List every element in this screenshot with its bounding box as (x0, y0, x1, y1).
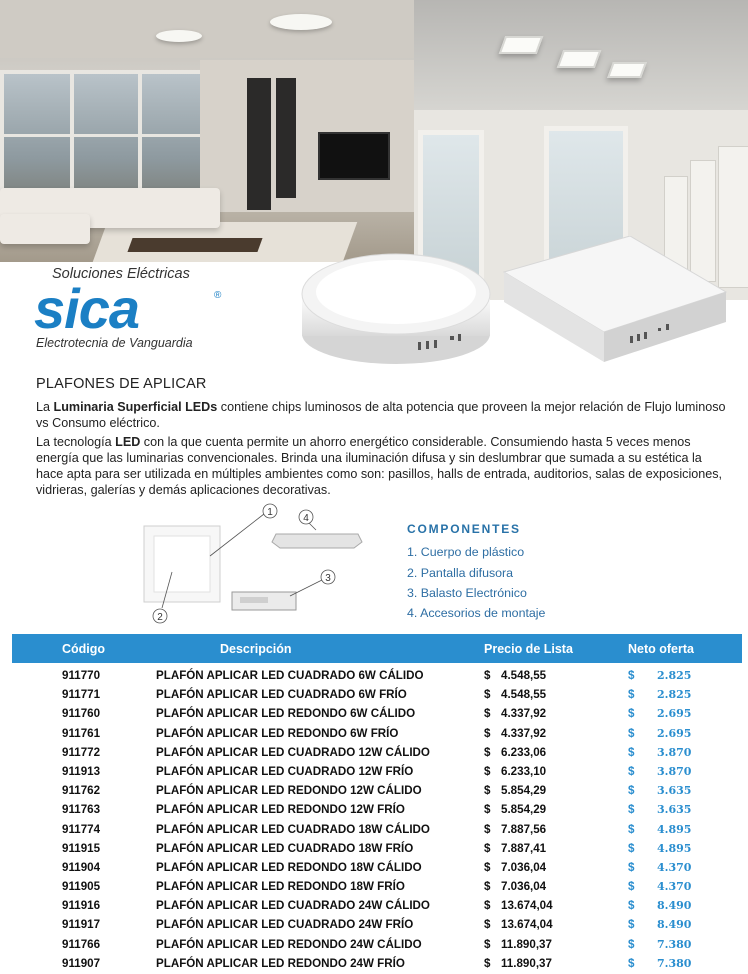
square-panel-product (500, 236, 730, 366)
net-offer-price: 8.490 (657, 918, 692, 932)
product-code: 911915 (62, 841, 101, 855)
product-code: 911907 (62, 956, 101, 970)
price-table-header (12, 634, 742, 663)
svg-text:1: 1 (267, 507, 273, 518)
product-description: PLAFÓN APLICAR LED CUADRADO 18W FRÍO (156, 841, 414, 855)
table-row (0, 840, 748, 859)
product-code: 911761 (62, 726, 101, 740)
net-offer-price: 2.695 (657, 726, 692, 740)
table-row (0, 725, 748, 744)
product-code: 911771 (62, 688, 101, 702)
net-offer-price: 2.825 (657, 688, 692, 702)
living-room-photo (0, 0, 414, 262)
price-table-body (0, 667, 748, 974)
list-price-currency: $ (484, 956, 491, 970)
list-price-currency: $ (484, 841, 491, 855)
list-price-currency: $ (484, 918, 491, 932)
list-price: 4.337,92 (501, 726, 547, 740)
wall-panel (247, 78, 271, 210)
product-code: 911762 (62, 784, 101, 798)
net-offer-price: 2.825 (657, 669, 692, 682)
table-row (0, 667, 748, 686)
list-price-currency: $ (484, 669, 491, 682)
list-price: 11.890,37 (501, 956, 552, 970)
table-row (0, 821, 748, 840)
product-code: 911913 (62, 764, 101, 778)
product-description: PLAFÓN APLICAR LED REDONDO 12W FRÍO (156, 803, 405, 817)
net-offer-currency: $ (628, 745, 635, 759)
header-list-price: Precio de Lista (484, 642, 573, 656)
svg-text:3: 3 (325, 573, 331, 584)
net-offer-price: 4.370 (657, 860, 692, 874)
list-price: 5.854,29 (501, 803, 547, 817)
list-price-currency: $ (484, 822, 491, 836)
table-row (0, 686, 748, 705)
product-description: PLAFÓN APLICAR LED REDONDO 6W FRÍO (156, 726, 399, 740)
list-price-currency: $ (484, 937, 491, 951)
round-panel-product (300, 248, 492, 368)
product-code: 911760 (62, 707, 101, 721)
product-description: PLAFÓN APLICAR LED REDONDO 12W CÁLIDO (156, 784, 422, 798)
net-offer-price: 4.895 (657, 822, 692, 836)
hero-photos (0, 0, 748, 370)
net-offer-price: 3.635 (657, 784, 692, 798)
list-price-currency: $ (484, 688, 491, 702)
list-price: 6.233,10 (501, 764, 547, 778)
net-offer-price: 3.635 (657, 803, 692, 817)
product-code: 911770 (62, 669, 101, 682)
net-offer-currency: $ (628, 726, 635, 740)
list-price: 7.887,56 (501, 822, 547, 836)
section-title: PLAFONES DE APLICAR (36, 376, 207, 392)
list-price-currency: $ (484, 899, 491, 913)
net-offer-currency: $ (628, 841, 635, 855)
header-description: Descripción (220, 642, 292, 656)
table-row (0, 955, 748, 974)
net-offer-price: 3.870 (657, 745, 692, 759)
round-ceiling-light (156, 30, 202, 42)
list-price-currency: $ (484, 726, 491, 740)
list-price: 7.887,41 (501, 841, 547, 855)
components-title: COMPONENTES (407, 522, 521, 536)
net-offer-price: 4.370 (657, 880, 692, 894)
net-offer-currency: $ (628, 860, 635, 874)
coffee-table (127, 238, 262, 252)
logo-wordmark: sica (34, 277, 139, 340)
list-price-currency: $ (484, 745, 491, 759)
net-offer-price: 2.695 (657, 707, 692, 721)
product-code: 911905 (62, 880, 101, 894)
table-row (0, 936, 748, 955)
table-row (0, 782, 748, 801)
list-price: 13.674,04 (501, 899, 553, 913)
net-offer-currency: $ (628, 688, 635, 702)
square-ceiling-light (607, 62, 647, 78)
net-offer-currency: $ (628, 937, 635, 951)
logo-tagline-bottom: Electrotecnia de Vanguardia (36, 336, 193, 350)
net-offer-currency: $ (628, 880, 635, 894)
table-row (0, 705, 748, 724)
product-description: PLAFÓN APLICAR LED CUADRADO 12W FRÍO (156, 764, 414, 778)
product-code: 911904 (62, 860, 101, 874)
net-offer-price: 3.870 (657, 764, 692, 778)
logo-tagline-top: Soluciones Eléctricas (52, 266, 190, 282)
product-description: PLAFÓN APLICAR LED CUADRADO 18W CÁLIDO (156, 822, 430, 836)
list-price: 7.036,04 (501, 880, 547, 894)
component-item: 2. Pantalla difusora (407, 566, 514, 580)
net-offer-currency: $ (628, 803, 635, 817)
list-price: 11.890,37 (501, 937, 552, 951)
round-ceiling-light (270, 14, 332, 30)
component-item: 3. Balasto Electrónico (407, 586, 527, 600)
net-offer-currency: $ (628, 918, 635, 932)
product-description: PLAFÓN APLICAR LED CUADRADO 12W CÁLIDO (156, 745, 430, 759)
table-row (0, 859, 748, 878)
callout-3 (321, 570, 335, 584)
product-description: PLAFÓN APLICAR LED CUADRADO 24W CÁLIDO (156, 899, 430, 913)
product-description: PLAFÓN APLICAR LED CUADRADO 6W FRÍO (156, 688, 407, 702)
square-ceiling-light (557, 50, 602, 68)
net-offer-currency: $ (628, 956, 635, 970)
product-description: PLAFÓN APLICAR LED CUADRADO 6W CÁLIDO (156, 669, 424, 682)
list-price-currency: $ (484, 880, 491, 894)
net-offer-currency: $ (628, 764, 635, 778)
list-price: 4.548,55 (501, 669, 547, 682)
product-code: 911763 (62, 803, 101, 817)
sofa (0, 214, 90, 244)
net-offer-price: 8.490 (657, 899, 692, 913)
component-item: 1. Cuerpo de plástico (407, 545, 525, 559)
list-price-currency: $ (484, 803, 491, 817)
table-row (0, 897, 748, 916)
list-price: 7.036,04 (501, 860, 547, 874)
table-row (0, 878, 748, 897)
net-offer-price: 4.895 (657, 841, 692, 855)
sica-logo (30, 266, 280, 350)
intro-paragraph-1: La Luminaria Superficial LEDs contiene chips luminosos de alta potencia que proveen la mejor relación de Flujo luminoso vs Consumo eléctrico. (36, 400, 726, 430)
net-offer-currency: $ (628, 822, 635, 836)
product-description: PLAFÓN APLICAR LED REDONDO 6W CÁLIDO (156, 707, 416, 721)
product-code: 911772 (62, 745, 101, 759)
square-ceiling-light (499, 36, 544, 54)
net-offer-currency: $ (628, 784, 635, 798)
table-row (0, 744, 748, 763)
list-price: 4.337,92 (501, 707, 547, 721)
product-description: PLAFÓN APLICAR LED REDONDO 24W FRÍO (156, 956, 405, 970)
product-code: 911766 (62, 937, 101, 951)
net-offer-price: 7.380 (657, 937, 692, 951)
product-description: PLAFÓN APLICAR LED REDONDO 18W CÁLIDO (156, 860, 422, 874)
product-description: PLAFÓN APLICAR LED REDONDO 24W CÁLIDO (156, 937, 422, 951)
product-description: PLAFÓN APLICAR LED REDONDO 18W FRÍO (156, 880, 405, 894)
table-row (0, 801, 748, 820)
list-price: 13.674,04 (501, 918, 553, 932)
callout-2 (153, 609, 167, 623)
callout-4 (299, 510, 313, 524)
list-price-currency: $ (484, 784, 491, 798)
table-row (0, 916, 748, 935)
table-row (0, 763, 748, 782)
list-price-currency: $ (484, 707, 491, 721)
television (318, 132, 390, 180)
registered-mark: ® (214, 290, 222, 301)
svg-text:4: 4 (303, 513, 309, 524)
wall-panel (276, 78, 296, 198)
component-item: 4. Accesorios de montaje (407, 606, 546, 620)
net-offer-currency: $ (628, 899, 635, 913)
product-code: 911774 (62, 822, 101, 836)
product-code: 911917 (62, 918, 101, 932)
svg-text:2: 2 (157, 612, 163, 623)
list-price-currency: $ (484, 860, 491, 874)
components-diagram (140, 502, 380, 627)
intro-paragraph-2: La tecnología LED con la que cuenta permite un ahorro energético considerable. Consumiendo hasta 5 veces menos energía que las luminarias convencionales. Brinda una iluminación difusa y sin deslumbrar que sumada a su estética la hace apta para ser utilizada en múltiples ambientes como son: pasillos, halls de entrada, auditorios, salas de exposiciones, vidrieras, galerías y demás aplicaciones decorativas. (36, 435, 723, 497)
product-code: 911916 (62, 899, 101, 913)
list-price: 5.854,29 (501, 784, 547, 798)
list-price: 6.233,06 (501, 745, 547, 759)
header-code: Código (62, 642, 106, 656)
net-offer-currency: $ (628, 707, 635, 721)
header-net-offer: Neto oferta (628, 642, 694, 656)
list-price-currency: $ (484, 764, 491, 778)
net-offer-price: 7.380 (657, 956, 692, 970)
net-offer-currency: $ (628, 669, 635, 682)
list-price: 4.548,55 (501, 688, 547, 702)
callout-1 (263, 504, 277, 518)
product-description: PLAFÓN APLICAR LED CUADRADO 24W FRÍO (156, 918, 414, 932)
